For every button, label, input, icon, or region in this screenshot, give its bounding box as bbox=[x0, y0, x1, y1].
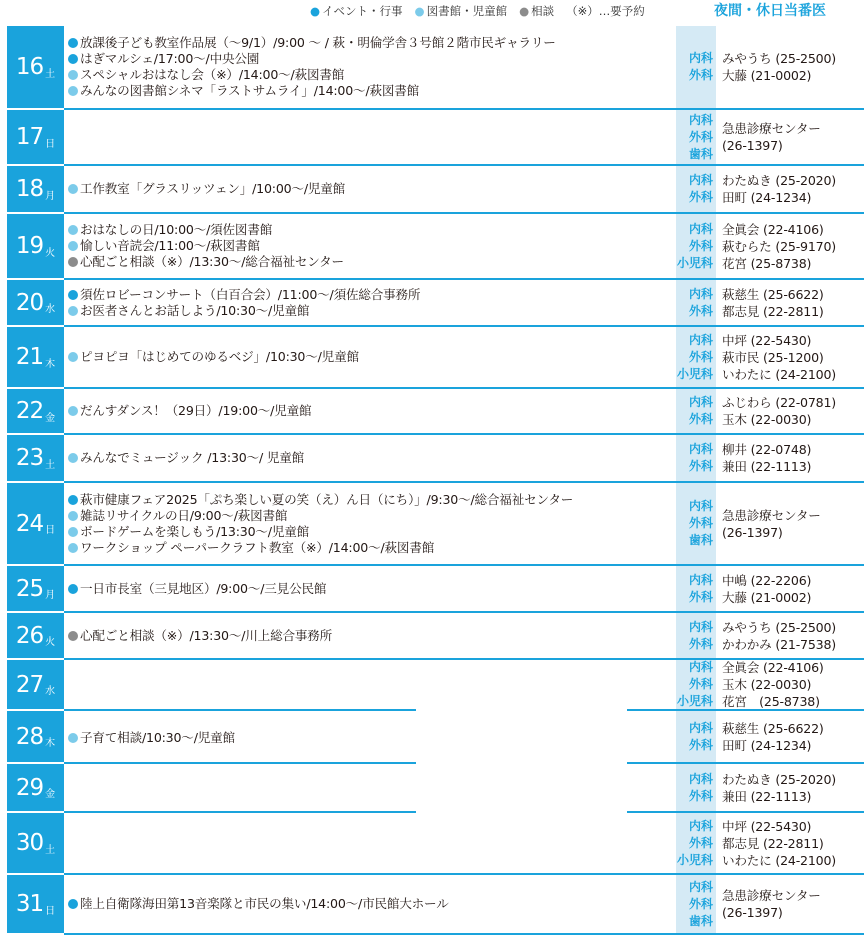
doctor-column bbox=[716, 764, 864, 811]
day-row bbox=[7, 214, 864, 280]
date-cell bbox=[7, 26, 64, 110]
day-row bbox=[7, 435, 864, 483]
event-item bbox=[68, 35, 676, 51]
dept-label: 内科 bbox=[688, 771, 713, 786]
event-text: みんなでミュージック /13:30〜/ 児童館 bbox=[80, 450, 304, 465]
dept-column bbox=[676, 483, 716, 564]
day-number: 26 bbox=[15, 622, 44, 649]
doctor-entry: 兼田 (22-1113) bbox=[722, 459, 812, 474]
dept-column bbox=[676, 389, 716, 433]
library-bullet-icon bbox=[68, 406, 78, 416]
doctor-entry: 玉木 (22-0030) bbox=[722, 677, 812, 692]
day-of-week: 日 bbox=[45, 905, 56, 917]
dept-label: 小児科 bbox=[676, 366, 713, 381]
day-row bbox=[7, 566, 864, 613]
date-cell bbox=[7, 110, 64, 166]
clinic-cell bbox=[676, 110, 864, 166]
day-number: 22 bbox=[15, 398, 44, 424]
day-number: 17 bbox=[15, 124, 44, 150]
event-text: お医者さんとお話しよう/10:30〜/児童館 bbox=[80, 302, 310, 318]
event-item bbox=[68, 508, 676, 524]
doctor-entry: 中坪 (22-5430) bbox=[722, 332, 812, 348]
day-row bbox=[7, 613, 864, 660]
dept-label: 内科 bbox=[688, 818, 713, 833]
dept-column bbox=[676, 110, 716, 164]
day-row bbox=[7, 280, 864, 327]
day-row bbox=[7, 166, 864, 214]
dept-label: 内科 bbox=[688, 221, 713, 236]
legend-label: イベント・行事 bbox=[322, 4, 403, 18]
dept-column bbox=[676, 166, 716, 212]
doctor-entry: 中嶋 (22-2206) bbox=[722, 572, 812, 588]
day-of-week: 土 bbox=[45, 68, 56, 80]
doctor-entry: 田町 (24-1234) bbox=[722, 190, 812, 205]
events-cell bbox=[64, 110, 676, 166]
dept-column bbox=[676, 214, 716, 278]
dept-column bbox=[676, 660, 716, 709]
dept-label: 外科 bbox=[688, 459, 713, 473]
library-bullet-icon bbox=[68, 527, 78, 537]
dept-label: 小児科 bbox=[676, 852, 713, 867]
doctor-entry: 全眞会 (22-4106) bbox=[722, 221, 824, 237]
events-cell bbox=[64, 813, 676, 875]
doctor-entry: (26-1397) bbox=[722, 905, 783, 920]
day-number: 30 bbox=[15, 830, 44, 856]
doctor-entry: (26-1397) bbox=[722, 524, 783, 540]
day-of-week: 水 bbox=[45, 304, 56, 315]
event-bullet-icon bbox=[68, 899, 78, 909]
day-of-week: 土 bbox=[45, 844, 56, 856]
dept-label: 内科 bbox=[688, 286, 713, 301]
event-item bbox=[68, 896, 676, 912]
clinic-cell bbox=[676, 566, 864, 613]
dept-label: 外科 bbox=[688, 896, 713, 911]
day-of-week: 火 bbox=[45, 637, 56, 648]
doctor-column bbox=[716, 875, 864, 933]
event-text: 工作教室「グラスリッツェン」/10:00〜/児童館 bbox=[80, 181, 346, 196]
events-cell bbox=[64, 764, 676, 813]
doctor-entry: 兼田 (22-1113) bbox=[722, 788, 812, 804]
doctor-entry: みやうち (25-2500) bbox=[722, 619, 837, 635]
day-of-week: 土 bbox=[45, 459, 56, 471]
dept-column bbox=[676, 875, 716, 933]
event-bullet-icon bbox=[68, 290, 78, 300]
doctor-entry: 中坪 (22-5430) bbox=[722, 818, 812, 834]
dept-label: 内科 bbox=[688, 572, 713, 587]
doctor-entry: 花宮 (25-8738) bbox=[722, 255, 812, 271]
doctor-column bbox=[716, 327, 864, 387]
doctor-entry: 都志見 (22-2811) bbox=[722, 303, 824, 319]
events-cell bbox=[64, 483, 676, 566]
dept-column bbox=[676, 435, 716, 481]
library-bullet-icon bbox=[68, 453, 78, 463]
event-item bbox=[68, 524, 676, 540]
day-of-week: 月 bbox=[45, 590, 56, 601]
doctor-entry: ふじわら (22-0781) bbox=[722, 395, 837, 410]
date-cell bbox=[7, 435, 64, 483]
date-cell bbox=[7, 166, 64, 214]
doctor-column bbox=[716, 166, 864, 212]
day-row bbox=[7, 875, 864, 935]
legend-item: （※）…要予約 bbox=[566, 4, 645, 18]
event-item bbox=[68, 222, 676, 238]
date-cell bbox=[7, 813, 64, 875]
day-row bbox=[7, 764, 864, 813]
event-text: 雑誌リサイクルの日/9:00〜/萩図書館 bbox=[80, 507, 288, 523]
doctor-column bbox=[716, 711, 864, 762]
dept-label: 外科 bbox=[688, 349, 713, 364]
dept-label: 外科 bbox=[688, 412, 713, 426]
doctor-entry: わたぬき (25-2020) bbox=[722, 771, 837, 787]
doctor-entry: わたぬき (25-2020) bbox=[722, 173, 837, 188]
dept-column bbox=[676, 26, 716, 108]
day-of-week: 木 bbox=[45, 358, 56, 370]
clinic-cell bbox=[676, 389, 864, 435]
events-cell bbox=[64, 613, 676, 660]
dept-label: 内科 bbox=[688, 660, 713, 674]
doctor-entry: みやうち (25-2500) bbox=[722, 51, 837, 66]
dept-label: 歯科 bbox=[688, 533, 713, 547]
event-text: 萩市健康フェア2025「ぷち楽しい夏の笑（え）ん日（にち）」/9:30〜/総合福祉センター bbox=[80, 491, 574, 507]
clinic-cell bbox=[676, 166, 864, 214]
event-text: 子育て相談/10:30〜/児童館 bbox=[80, 729, 235, 745]
doctor-entry: 全眞会 (22-4106) bbox=[722, 660, 824, 675]
event-bullet-icon bbox=[68, 54, 78, 64]
legend-item bbox=[310, 3, 403, 19]
events-cell bbox=[64, 660, 676, 711]
legend-label: 相談 bbox=[531, 4, 555, 18]
event-item bbox=[68, 730, 676, 746]
date-cell bbox=[7, 327, 64, 389]
legend bbox=[310, 3, 645, 19]
event-item bbox=[68, 540, 676, 556]
event-item bbox=[68, 254, 676, 270]
event-item bbox=[68, 581, 676, 597]
clinic-cell bbox=[676, 483, 864, 566]
dept-label: 外科 bbox=[688, 129, 713, 144]
dept-column bbox=[676, 711, 716, 762]
dept-column bbox=[676, 764, 716, 811]
clinic-cell bbox=[676, 764, 864, 813]
doctor-entry: 急患診療センター bbox=[722, 507, 821, 523]
clinic-cell bbox=[676, 280, 864, 327]
day-row bbox=[7, 389, 864, 435]
dept-label: 内科 bbox=[688, 499, 713, 513]
event-item bbox=[68, 303, 676, 319]
event-item bbox=[68, 492, 676, 508]
clinic-cell bbox=[676, 26, 864, 110]
doctor-column bbox=[716, 110, 864, 164]
event-text: ボードゲームを楽しもう/13:30〜/児童館 bbox=[80, 523, 310, 539]
dept-label: 歯科 bbox=[688, 146, 713, 161]
dept-label: 内科 bbox=[688, 879, 713, 894]
event-item bbox=[68, 238, 676, 254]
dept-label: 内科 bbox=[688, 173, 713, 187]
day-number: 28 bbox=[15, 723, 44, 750]
event-text: はぎマルシェ/17:00〜/中央公園 bbox=[80, 51, 260, 66]
dept-label: 外科 bbox=[688, 589, 713, 604]
day-of-week: 月 bbox=[45, 190, 56, 202]
consult-bullet-icon bbox=[68, 257, 78, 267]
event-item bbox=[68, 181, 676, 197]
doctor-column bbox=[716, 26, 864, 108]
date-cell bbox=[7, 389, 64, 435]
event-text: 須佐ロビーコンサート（白百合会）/11:00〜/須佐総合事務所 bbox=[80, 286, 421, 302]
day-number: 29 bbox=[15, 774, 44, 801]
legend-label: 図書館・児童館 bbox=[426, 4, 508, 18]
doctor-column bbox=[716, 214, 864, 278]
event-item bbox=[68, 83, 676, 99]
dept-column bbox=[676, 327, 716, 387]
day-number: 25 bbox=[15, 575, 44, 602]
dept-label: 内科 bbox=[688, 112, 713, 127]
doctor-entry: 玉木 (22-0030) bbox=[722, 412, 812, 427]
day-of-week: 木 bbox=[45, 738, 56, 749]
day-of-week: 火 bbox=[45, 247, 56, 259]
dept-label: 外科 bbox=[688, 788, 713, 803]
event-text: スペシャルおはなし会（※）/14:00〜/萩図書館 bbox=[80, 67, 345, 82]
dept-label: 外科 bbox=[688, 835, 713, 850]
dept-column bbox=[676, 613, 716, 658]
day-number: 19 bbox=[15, 233, 44, 259]
day-number: 31 bbox=[15, 891, 44, 917]
doctor-column bbox=[716, 613, 864, 658]
event-text: ワークショップ ペーパークラフト教室（※）/14:00〜/萩図書館 bbox=[80, 539, 435, 555]
event-text: 愉しい音読会/11:00〜/萩図書館 bbox=[80, 238, 260, 253]
events-cell bbox=[64, 566, 676, 613]
day-number: 24 bbox=[15, 510, 44, 537]
doctor-entry: いわたに (24-2100) bbox=[722, 366, 837, 382]
doctor-entry: (26-1397) bbox=[722, 138, 783, 153]
day-of-week: 金 bbox=[45, 789, 56, 800]
dept-label: 内科 bbox=[688, 619, 713, 634]
date-cell bbox=[7, 566, 64, 613]
date-cell bbox=[7, 660, 64, 711]
date-cell bbox=[7, 875, 64, 935]
dept-column bbox=[676, 813, 716, 873]
date-cell bbox=[7, 764, 64, 813]
day-row bbox=[7, 660, 864, 711]
day-row bbox=[7, 813, 864, 875]
event-text: みんなの図書館シネマ「ラストサムライ」/14:00〜/萩図書館 bbox=[80, 83, 420, 98]
clinic-cell bbox=[676, 711, 864, 764]
doctor-column bbox=[716, 389, 864, 433]
dept-label: 小児科 bbox=[676, 694, 713, 708]
clinic-cell bbox=[676, 613, 864, 660]
doctor-entry: 萩慈生 (25-6622) bbox=[722, 286, 824, 302]
day-number: 16 bbox=[15, 54, 44, 80]
events-cell bbox=[64, 327, 676, 389]
doctor-column bbox=[716, 813, 864, 873]
doctor-entry: 萩むらた (25-9170) bbox=[722, 238, 837, 254]
clinic-title: 夜間・休日当番医 bbox=[714, 3, 826, 19]
dept-label: 外科 bbox=[688, 303, 713, 318]
day-row bbox=[7, 483, 864, 566]
dept-label: 外科 bbox=[688, 737, 713, 752]
doctor-entry: 急患診療センター bbox=[722, 121, 821, 136]
event-bullet-icon bbox=[68, 495, 78, 505]
date-cell bbox=[7, 483, 64, 566]
date-cell bbox=[7, 214, 64, 280]
library-bullet-icon bbox=[68, 306, 78, 316]
doctor-column bbox=[716, 660, 864, 709]
event-item bbox=[68, 287, 676, 303]
event-item bbox=[68, 450, 676, 466]
day-of-week: 日 bbox=[45, 138, 56, 150]
events-cell bbox=[64, 214, 676, 280]
day-row bbox=[7, 110, 864, 166]
dept-label: 外科 bbox=[688, 190, 713, 204]
date-cell bbox=[7, 613, 64, 660]
dept-label: 内科 bbox=[688, 332, 713, 347]
dept-label: 外科 bbox=[688, 636, 713, 651]
dept-column bbox=[676, 566, 716, 611]
events-cell bbox=[64, 26, 676, 110]
event-text: 陸上自衛隊海田第13音楽隊と市民の集い/14:00〜/市民館大ホール bbox=[80, 896, 449, 911]
event-item bbox=[68, 628, 676, 644]
event-bullet-icon bbox=[68, 584, 78, 594]
clinic-cell bbox=[676, 875, 864, 935]
library-bullet-icon bbox=[68, 733, 78, 743]
clinic-cell bbox=[676, 660, 864, 711]
events-cell bbox=[64, 389, 676, 435]
day-of-week: 水 bbox=[45, 686, 56, 697]
doctor-entry: 花宮 (25-8738) bbox=[722, 694, 820, 709]
event-text: だんすダンス！（29日）/19:00〜/児童館 bbox=[80, 403, 312, 418]
library-bullet-icon bbox=[68, 352, 78, 362]
dept-label: 内科 bbox=[688, 442, 713, 456]
day-number: 27 bbox=[15, 671, 44, 698]
library-bullet-icon bbox=[68, 225, 78, 235]
doctor-column bbox=[716, 483, 864, 564]
legend-dot-icon: ● bbox=[310, 4, 321, 18]
day-number: 23 bbox=[15, 445, 44, 471]
date-cell bbox=[7, 711, 64, 764]
event-item bbox=[68, 403, 676, 419]
dept-label: 内科 bbox=[688, 395, 713, 409]
day-row bbox=[7, 327, 864, 389]
day-of-week: 日 bbox=[45, 525, 56, 536]
day-row bbox=[7, 711, 864, 764]
day-number: 18 bbox=[15, 176, 44, 202]
doctor-entry: いわたに (24-2100) bbox=[722, 852, 837, 868]
dept-label: 内科 bbox=[688, 51, 713, 65]
dept-label: 小児科 bbox=[676, 255, 713, 270]
consult-bullet-icon bbox=[68, 631, 78, 641]
legend-dot-icon: ● bbox=[414, 4, 425, 18]
date-cell bbox=[7, 280, 64, 327]
dept-label: 歯科 bbox=[688, 913, 713, 928]
doctor-column bbox=[716, 566, 864, 611]
doctor-entry: かわかみ (21-7538) bbox=[722, 636, 837, 652]
clinic-cell bbox=[676, 327, 864, 389]
clinic-cell bbox=[676, 813, 864, 875]
legend-item bbox=[415, 3, 508, 19]
event-text: 一日市長室（三見地区）/9:00〜/三見公民館 bbox=[80, 580, 327, 596]
event-text: ピヨピヨ「はじめてのゆるベジ」/10:30〜/児童館 bbox=[80, 349, 359, 364]
event-text: 心配ごと相談（※）/13:30〜/総合福祉センター bbox=[80, 254, 344, 269]
library-bullet-icon bbox=[68, 241, 78, 251]
library-bullet-icon bbox=[68, 184, 78, 194]
events-cell bbox=[64, 435, 676, 483]
library-bullet-icon bbox=[68, 70, 78, 80]
clinic-cell bbox=[676, 214, 864, 280]
day-row bbox=[7, 26, 864, 110]
event-item bbox=[68, 67, 676, 83]
library-bullet-icon bbox=[68, 86, 78, 96]
events-cell bbox=[64, 280, 676, 327]
doctor-entry: 萩慈生 (25-6622) bbox=[722, 720, 824, 736]
doctor-column bbox=[716, 435, 864, 481]
dept-label: 外科 bbox=[688, 516, 713, 530]
doctor-entry: 田町 (24-1234) bbox=[722, 737, 812, 753]
library-bullet-icon bbox=[68, 511, 78, 521]
legend-dot-icon: ● bbox=[519, 4, 530, 18]
doctor-entry: 大藤 (21-0002) bbox=[722, 68, 812, 83]
dept-column bbox=[676, 280, 716, 325]
event-text: 放課後子ども教室作品展（〜9/1）/9:00 〜 / 萩・明倫学舎３号館２階市民ギャラリー bbox=[80, 35, 556, 50]
event-bullet-icon bbox=[68, 38, 78, 48]
event-item bbox=[68, 349, 676, 365]
events-cell bbox=[64, 875, 676, 935]
library-bullet-icon bbox=[68, 543, 78, 553]
doctor-entry: 都志見 (22-2811) bbox=[722, 835, 824, 851]
doctor-column bbox=[716, 280, 864, 325]
doctor-entry: 大藤 (21-0002) bbox=[722, 589, 812, 605]
day-number: 21 bbox=[15, 344, 44, 370]
event-item bbox=[68, 51, 676, 67]
events-cell bbox=[64, 166, 676, 214]
doctor-entry: 柳井 (22-0748) bbox=[722, 442, 812, 457]
dept-label: 内科 bbox=[688, 720, 713, 735]
dept-label: 外科 bbox=[688, 238, 713, 253]
clinic-cell bbox=[676, 435, 864, 483]
day-of-week: 金 bbox=[45, 412, 56, 424]
dept-label: 外科 bbox=[688, 677, 713, 691]
event-text: 心配ごと相談（※）/13:30〜/川上総合事務所 bbox=[80, 627, 333, 643]
legend-item bbox=[519, 3, 554, 19]
doctor-entry: 急患診療センター bbox=[722, 888, 821, 903]
event-text: おはなしの日/10:00〜/須佐図書館 bbox=[80, 222, 273, 237]
dept-label: 外科 bbox=[688, 68, 713, 82]
day-number: 20 bbox=[15, 289, 44, 316]
events-cell bbox=[64, 711, 676, 764]
doctor-entry: 萩市民 (25-1200) bbox=[722, 349, 824, 365]
